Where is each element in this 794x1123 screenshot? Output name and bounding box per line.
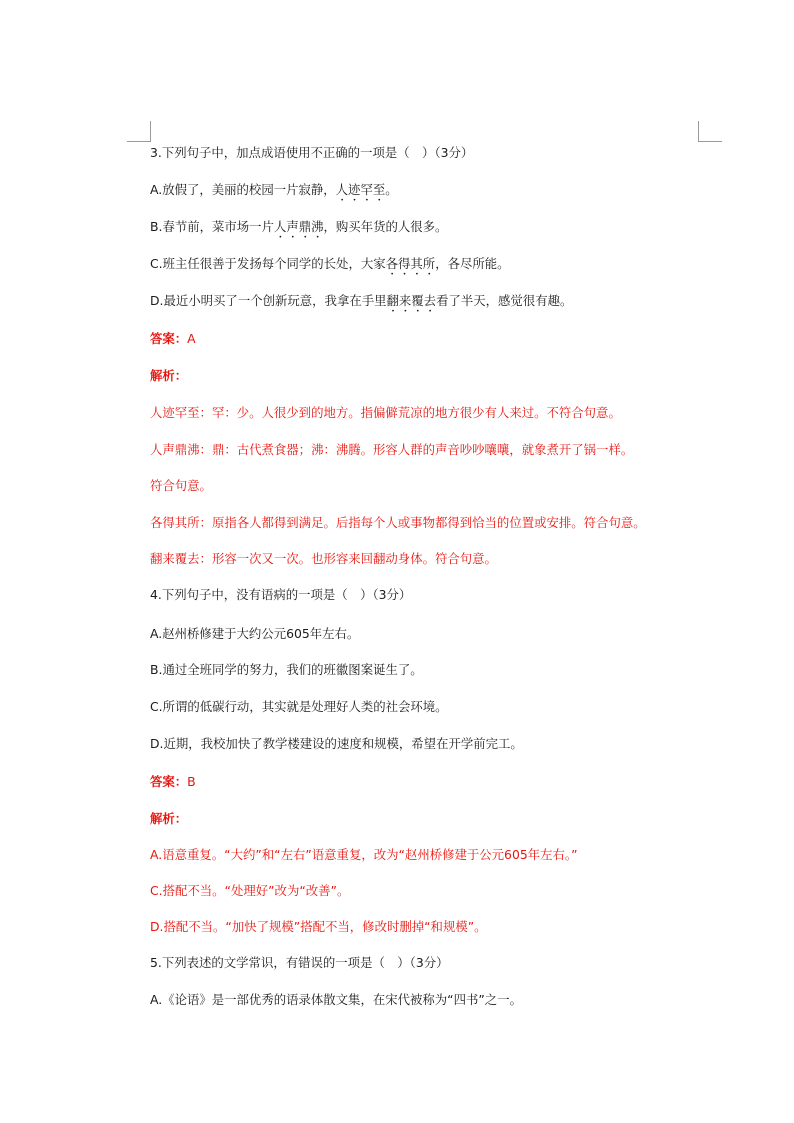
q3-option-d: D.最近小明买了一个创新玩意，我拿在手里翻来覆去看了半天，感觉很有趣。 bbox=[150, 293, 573, 308]
q4-analysis-line: A.语意重复。“大约”和“左右”语意重复，改为“赵州桥修建于公元605年左右。” bbox=[150, 847, 578, 862]
q4-option-d: D.近期，我校加快了教学楼建设的速度和规模，希望在开学前完工。 bbox=[150, 736, 523, 751]
q3-analysis-line: 符合句意。 bbox=[150, 478, 212, 493]
q3-analysis-line: 人声鼎沸：鼎：古代煮食器；沸：沸腾。形容人群的声音吵吵嚷嚷，就象煮开了锅一样。 bbox=[150, 442, 634, 457]
q4-answer-label: 答案： bbox=[150, 774, 188, 789]
q3-analysis-label: 解析： bbox=[150, 368, 188, 383]
q4-analysis-line: D.搭配不当。“加快了规模”搭配不当，修改时删掉“和规模”。 bbox=[150, 919, 487, 934]
q3-analysis-line: 翻来覆去：形容一次又一次。也形容来回翻动身体。符合句意。 bbox=[150, 551, 497, 566]
q4-answer-value: B bbox=[187, 774, 196, 789]
q3-option-a: A.放假了，美丽的校园一片寂静，人迹罕至。 bbox=[150, 182, 398, 197]
q3-option-c: C.班主任很善于发扬每个同学的长处，大家各得其所，各尽所能。 bbox=[150, 256, 510, 271]
q4-analysis-line: C.搭配不当。“处理好”改为“改善”。 bbox=[150, 883, 350, 898]
q3-answer-value: A bbox=[187, 331, 196, 346]
q4-option-c: C.所谓的低碳行动，其实就是处理好人类的社会环境。 bbox=[150, 699, 448, 714]
q3-answer bbox=[150, 330, 196, 348]
q3-answer-label: 答案： bbox=[150, 331, 188, 346]
q3-option-c-idiom: 各得其所 bbox=[385, 256, 436, 271]
q4-analysis-label: 解析： bbox=[150, 811, 188, 826]
q4-option-a: A.赵州桥修建于大约公元605年左右。 bbox=[150, 626, 360, 641]
q3-option-d-idiom: 翻来覆去 bbox=[386, 293, 437, 308]
q3-option-b-idiom: 人声鼎沸 bbox=[273, 219, 324, 234]
q4-option-b: B.通过全班同学的努力，我们的班徽图案诞生了。 bbox=[150, 662, 423, 677]
q4-answer bbox=[150, 773, 196, 791]
q5-stem: 5.下列表述的文学常识，有错误的一项是（ ）（3分） bbox=[150, 955, 449, 970]
q3-stem: 3.下列句子中，加点成语使用不正确的一项是（ ）（3分） bbox=[150, 145, 474, 160]
q5-option-a: A.《论语》是一部优秀的语录体散文集，在宋代被称为“四书”之一。 bbox=[150, 992, 522, 1007]
q3-analysis-line: 人迹罕至：罕：少。人很少到的地方。指偏僻荒凉的地方很少有人来过。不符合句意。 bbox=[150, 405, 621, 420]
q3-option-a-idiom: 人迹罕至 bbox=[335, 182, 386, 197]
q4-stem: 4.下列句子中，没有语病的一项是（ ）（3分） bbox=[150, 587, 412, 602]
q3-option-b: B.春节前，菜市场一片人声鼎沸，购买年货的人很多。 bbox=[150, 219, 448, 234]
q3-analysis-line: 各得其所：原指各人都得到满足。后指每个人或事物都得到恰当的位置或安排。符合句意。 bbox=[150, 515, 646, 530]
